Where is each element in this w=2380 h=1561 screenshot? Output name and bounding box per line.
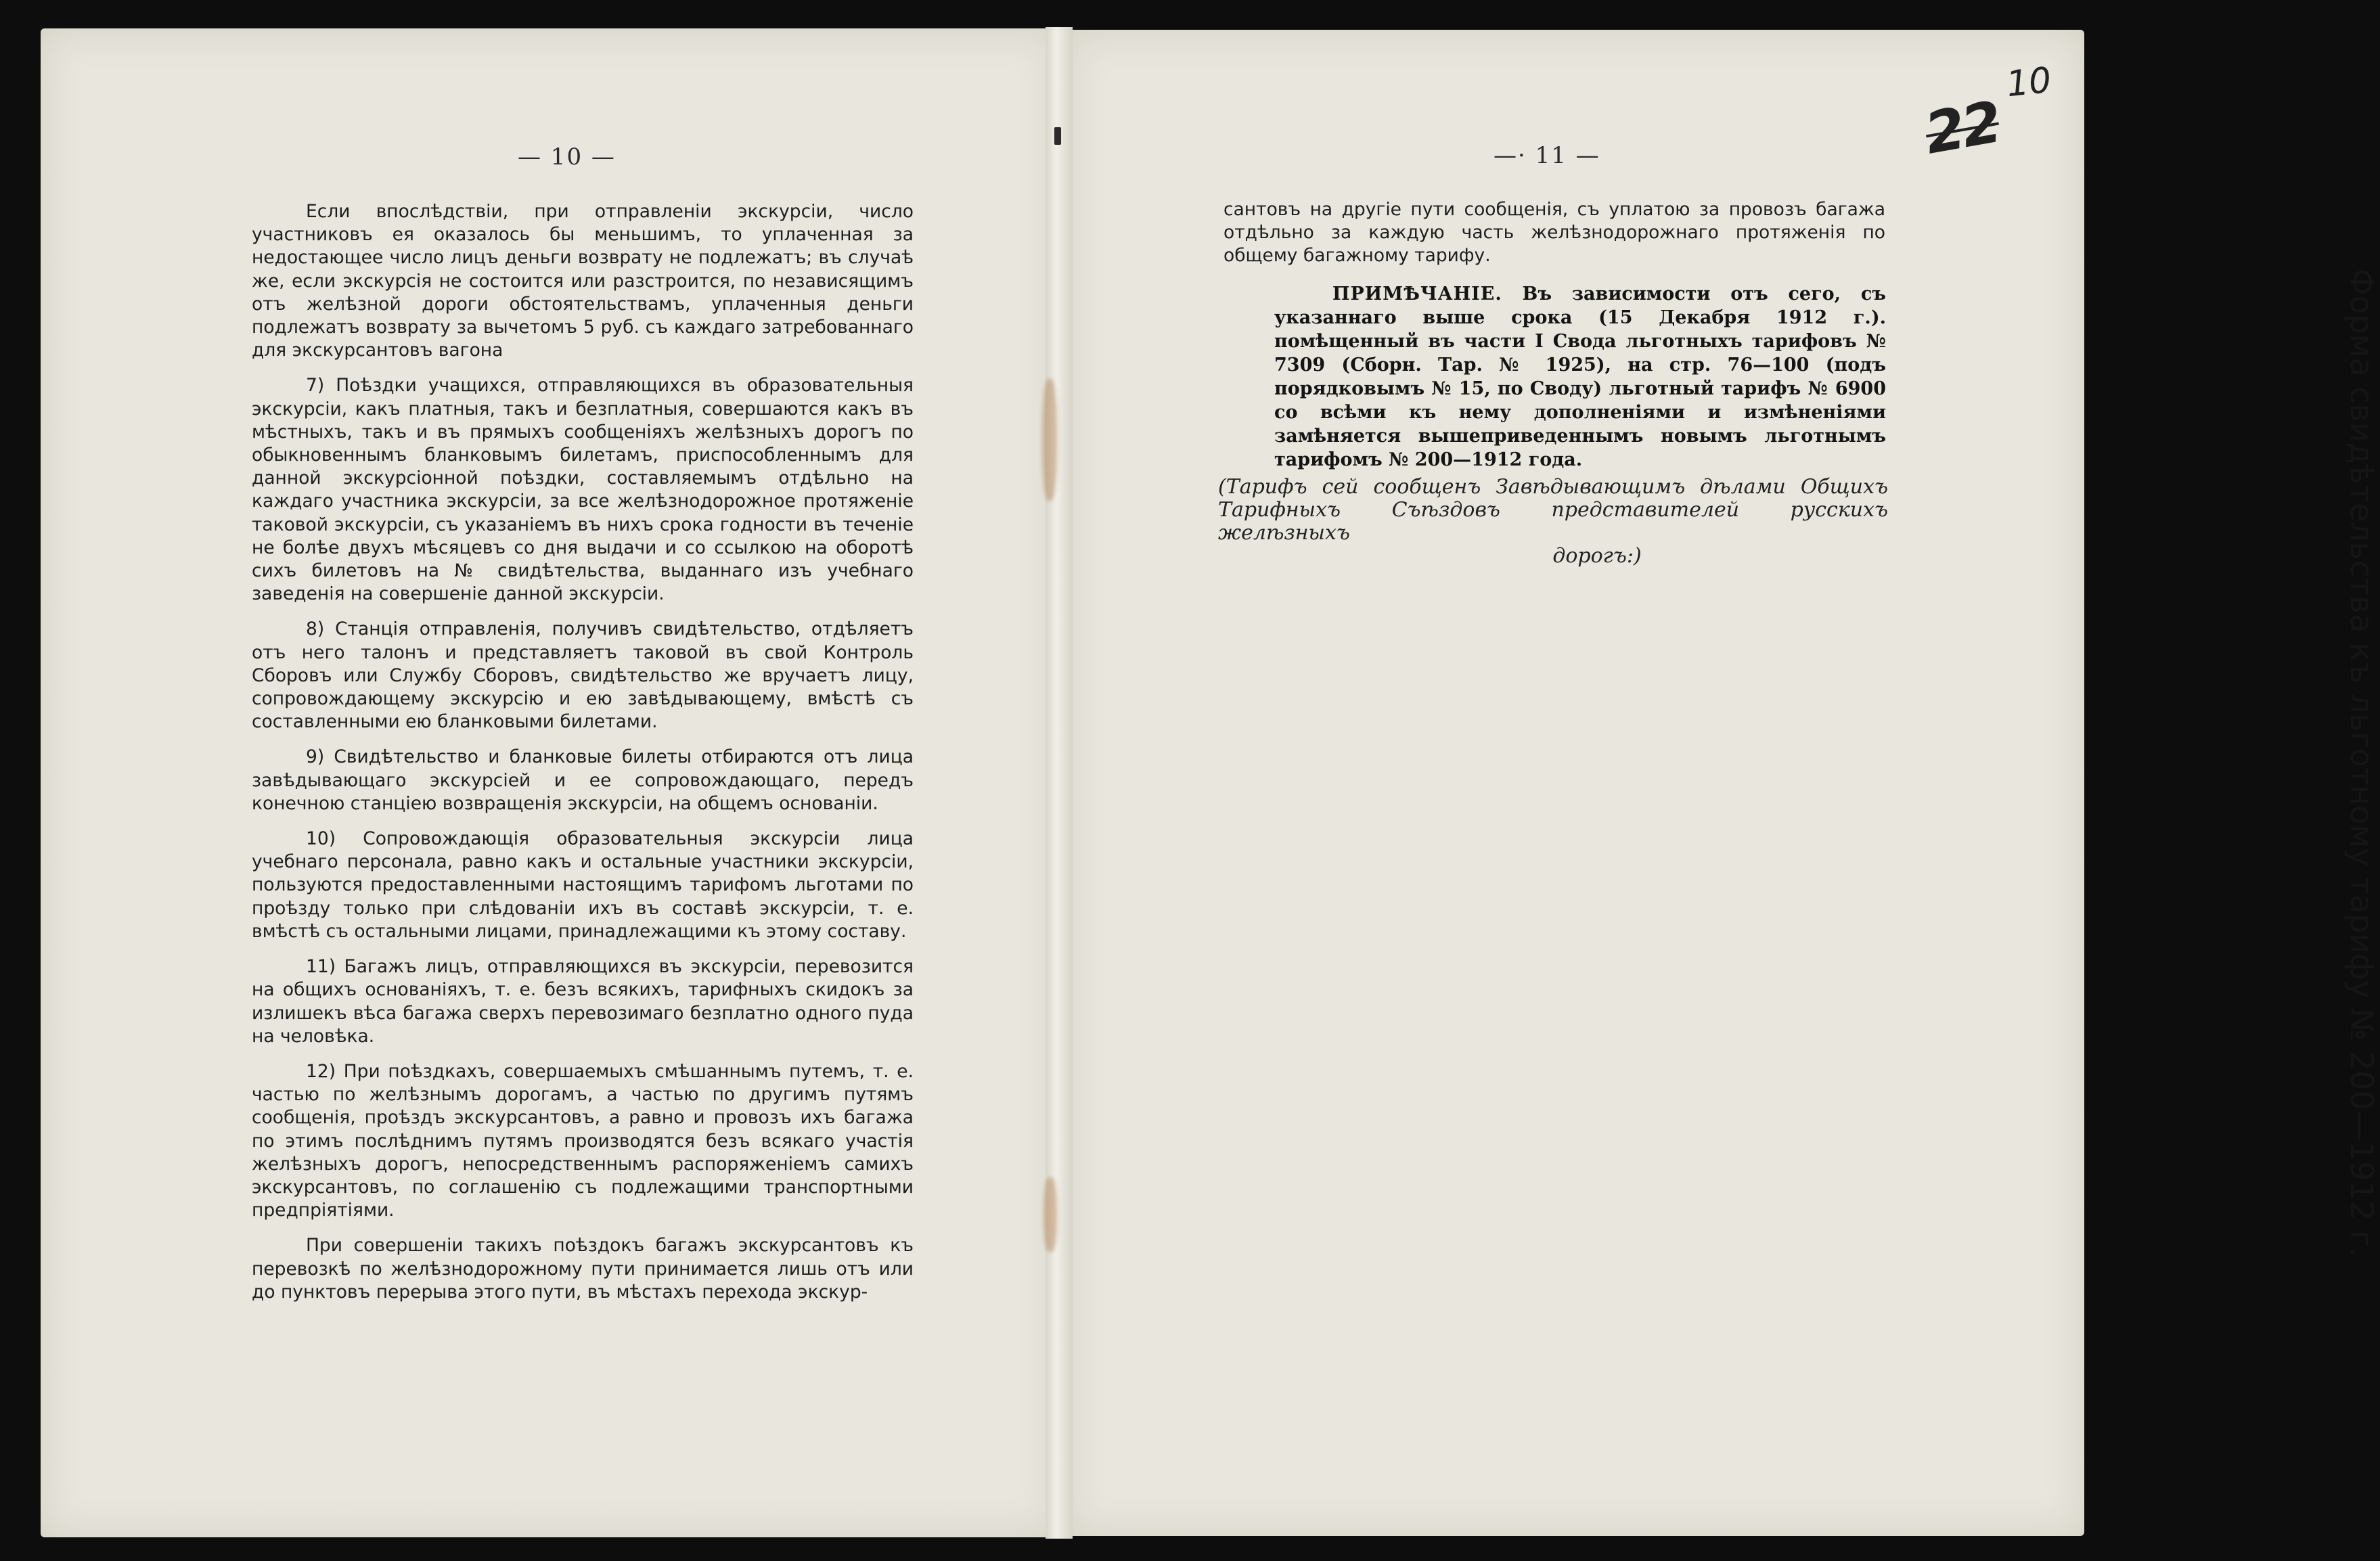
handwritten-folio-number: 10 [2004,60,2054,106]
paragraph-9: 9) Свидѣтельство и бланковые билеты отбираются отъ лица завѣдывающаго экскурсіей и ее сопровождающаго, передъ конечною станціею возвращенія экскурсіи, на общемъ основаніи. [252,746,914,814]
page-number-right: —· 11 — [1494,142,1600,169]
page-number-left: — 10 — [518,143,616,171]
rust-stain-upper [1042,379,1057,501]
signature-line-1: (Тарифъ сей сообщенъ Завѣдывающимъ дѣлами Общихъ [1218,475,1888,499]
paragraph-mixed-route: При совершеніи такихъ поѣздокъ багажъ экскурсантовъ къ перевозкѣ по желѣзнодорожному пути принимается лишь отъ или до пунктовъ перерыва этого пути, въ мѣстахъ перехода экскур- [252,1235,914,1303]
paragraph-10: 10) Сопровождающія образовательныя экскурсіи лица учебнаго персонала, равно какъ и остальные участники экскурсіи, пользуются предоставленными настоящимъ тарифомъ льготами по проѣзду только при слѣдованіи ихъ въ составѣ экскурсіи, т. е. вмѣстѣ съ остальными лицами, принадлежащими къ этому составу. [252,828,914,942]
paragraph-7: 7) Поѣздки учащихся, отправляющихся въ образовательныя экскурсіи, какъ платныя, такъ и безплатныя, совершаются какъ въ мѣстныхъ, такъ и въ прямыхъ сообщеніяхъ желѣзныхъ дорогъ по обыкновеннымъ бланковымъ билетамъ, приспособленнымъ для данной экскурсіонной поѣздки, составляемымъ отдѣльно на каждаго участника экскурсіи, за все желѣзнодорожное протяженіе таковой экскурсіи, съ указаніемъ въ нихъ срока годности въ теченіе не болѣе двухъ мѣсяцевъ со дня выдачи и со ссылкою на оборотѣ сихъ билетовъ на № свидѣтельства, выданнаго изъ учебнаго заведенія на совершеніе данной экскурсіи. [252,375,914,605]
paragraph-11: 11) Багажъ лицъ, отправляющихся въ экскурсіи, перевозится на общихъ основаніяхъ, т. е. безъ всякихъ, тарифныхъ скидокъ за излишекъ вѣса багажа сверхъ перевозимаго безплатно одного пуда на человѣка. [252,956,914,1047]
binding-gutter [1046,27,1073,1539]
paragraph-continuation: сантовъ на другіе пути сообщенія, съ уплатою за провозъ багажа отдѣльно за каждую часть желѣзнодорожнаго протяженія по общему багажному тарифу. [1223,199,1885,267]
handwritten-old-folio-number: 22 [1920,89,2004,167]
note-block [1274,282,1886,472]
paragraph-12: 12) При поѣздкахъ, совершаемыхъ смѣшаннымъ путемъ, т. е. частью по желѣзнымъ дорогамъ, а частью по другимъ путямъ сообщенія, проѣздъ экскурсантовъ, а равно и провозъ ихъ багажа по этимъ послѣднимъ путямъ производятся безъ всякаго участія желѣзныхъ дорогъ, непосредственнымъ распоряженіемъ самихъ экскурсантовъ, по соглашенію съ подлежащими транспортными предпріятіями. [252,1060,914,1221]
rust-stain-lower [1043,1177,1057,1252]
signature-line-2: Тарифныхъ Съѣздовъ представителей русскихъ желѣзныхъ [1218,498,1888,545]
note-text: Въ зависимости отъ сего, съ указаннаго выше срока (15 Декабря 1912 г.). помѣщенный въ части I Свода льготныхъ тарифовъ № 7309 (Сборн. Тар. № 1925), на стр. 76—100 (подъ порядковымъ № 15, по Своду) льготный тарифъ № 6900 со всѣми къ нему дополненіями и измѣненіями замѣняется вышеприведеннымъ новымъ льготнымъ тарифомъ № 200—1912 года. [1274,284,1886,470]
paragraph-8: 8) Станція отправленія, получивъ свидѣтельство, отдѣляетъ отъ него талонъ и представляетъ таковой въ свой Контроль Сборовъ или Службу Сборовъ, свидѣтельство же вручаетъ лицу, сопровождающему экскурсію и ею завѣдывающему, вмѣстѣ съ составленными ею бланковыми билетами. [252,618,914,733]
signature-block [1218,476,1888,568]
right-page-text [1223,198,1885,280]
note-label: ПРИМѢЧАНІЕ. [1332,284,1502,304]
bleed-through-title: Форма свидѣтельства къ льготному тарифу № 200—1912 г. [2343,268,2380,1257]
staple-mark-top [1054,127,1061,145]
left-page-text [252,200,914,1316]
signature-line-3: дорогъ:) [1552,544,1642,568]
paragraph-refund: Если впослѣдствіи, при отправленіи экскурсіи, число участниковъ ея оказалось бы меньшимъ, то уплаченная за недостающее число лицъ деньги возврату не подлежатъ; въ случаѣ же, если экскурсія не состоится или разстроится, по независящимъ отъ желѣзной дороги обстоятельствамъ, уплаченныя деньги подлежатъ возврату за вычетомъ 5 руб. съ каждаго затребованнаго для экскурсантовъ вагона [252,201,914,361]
